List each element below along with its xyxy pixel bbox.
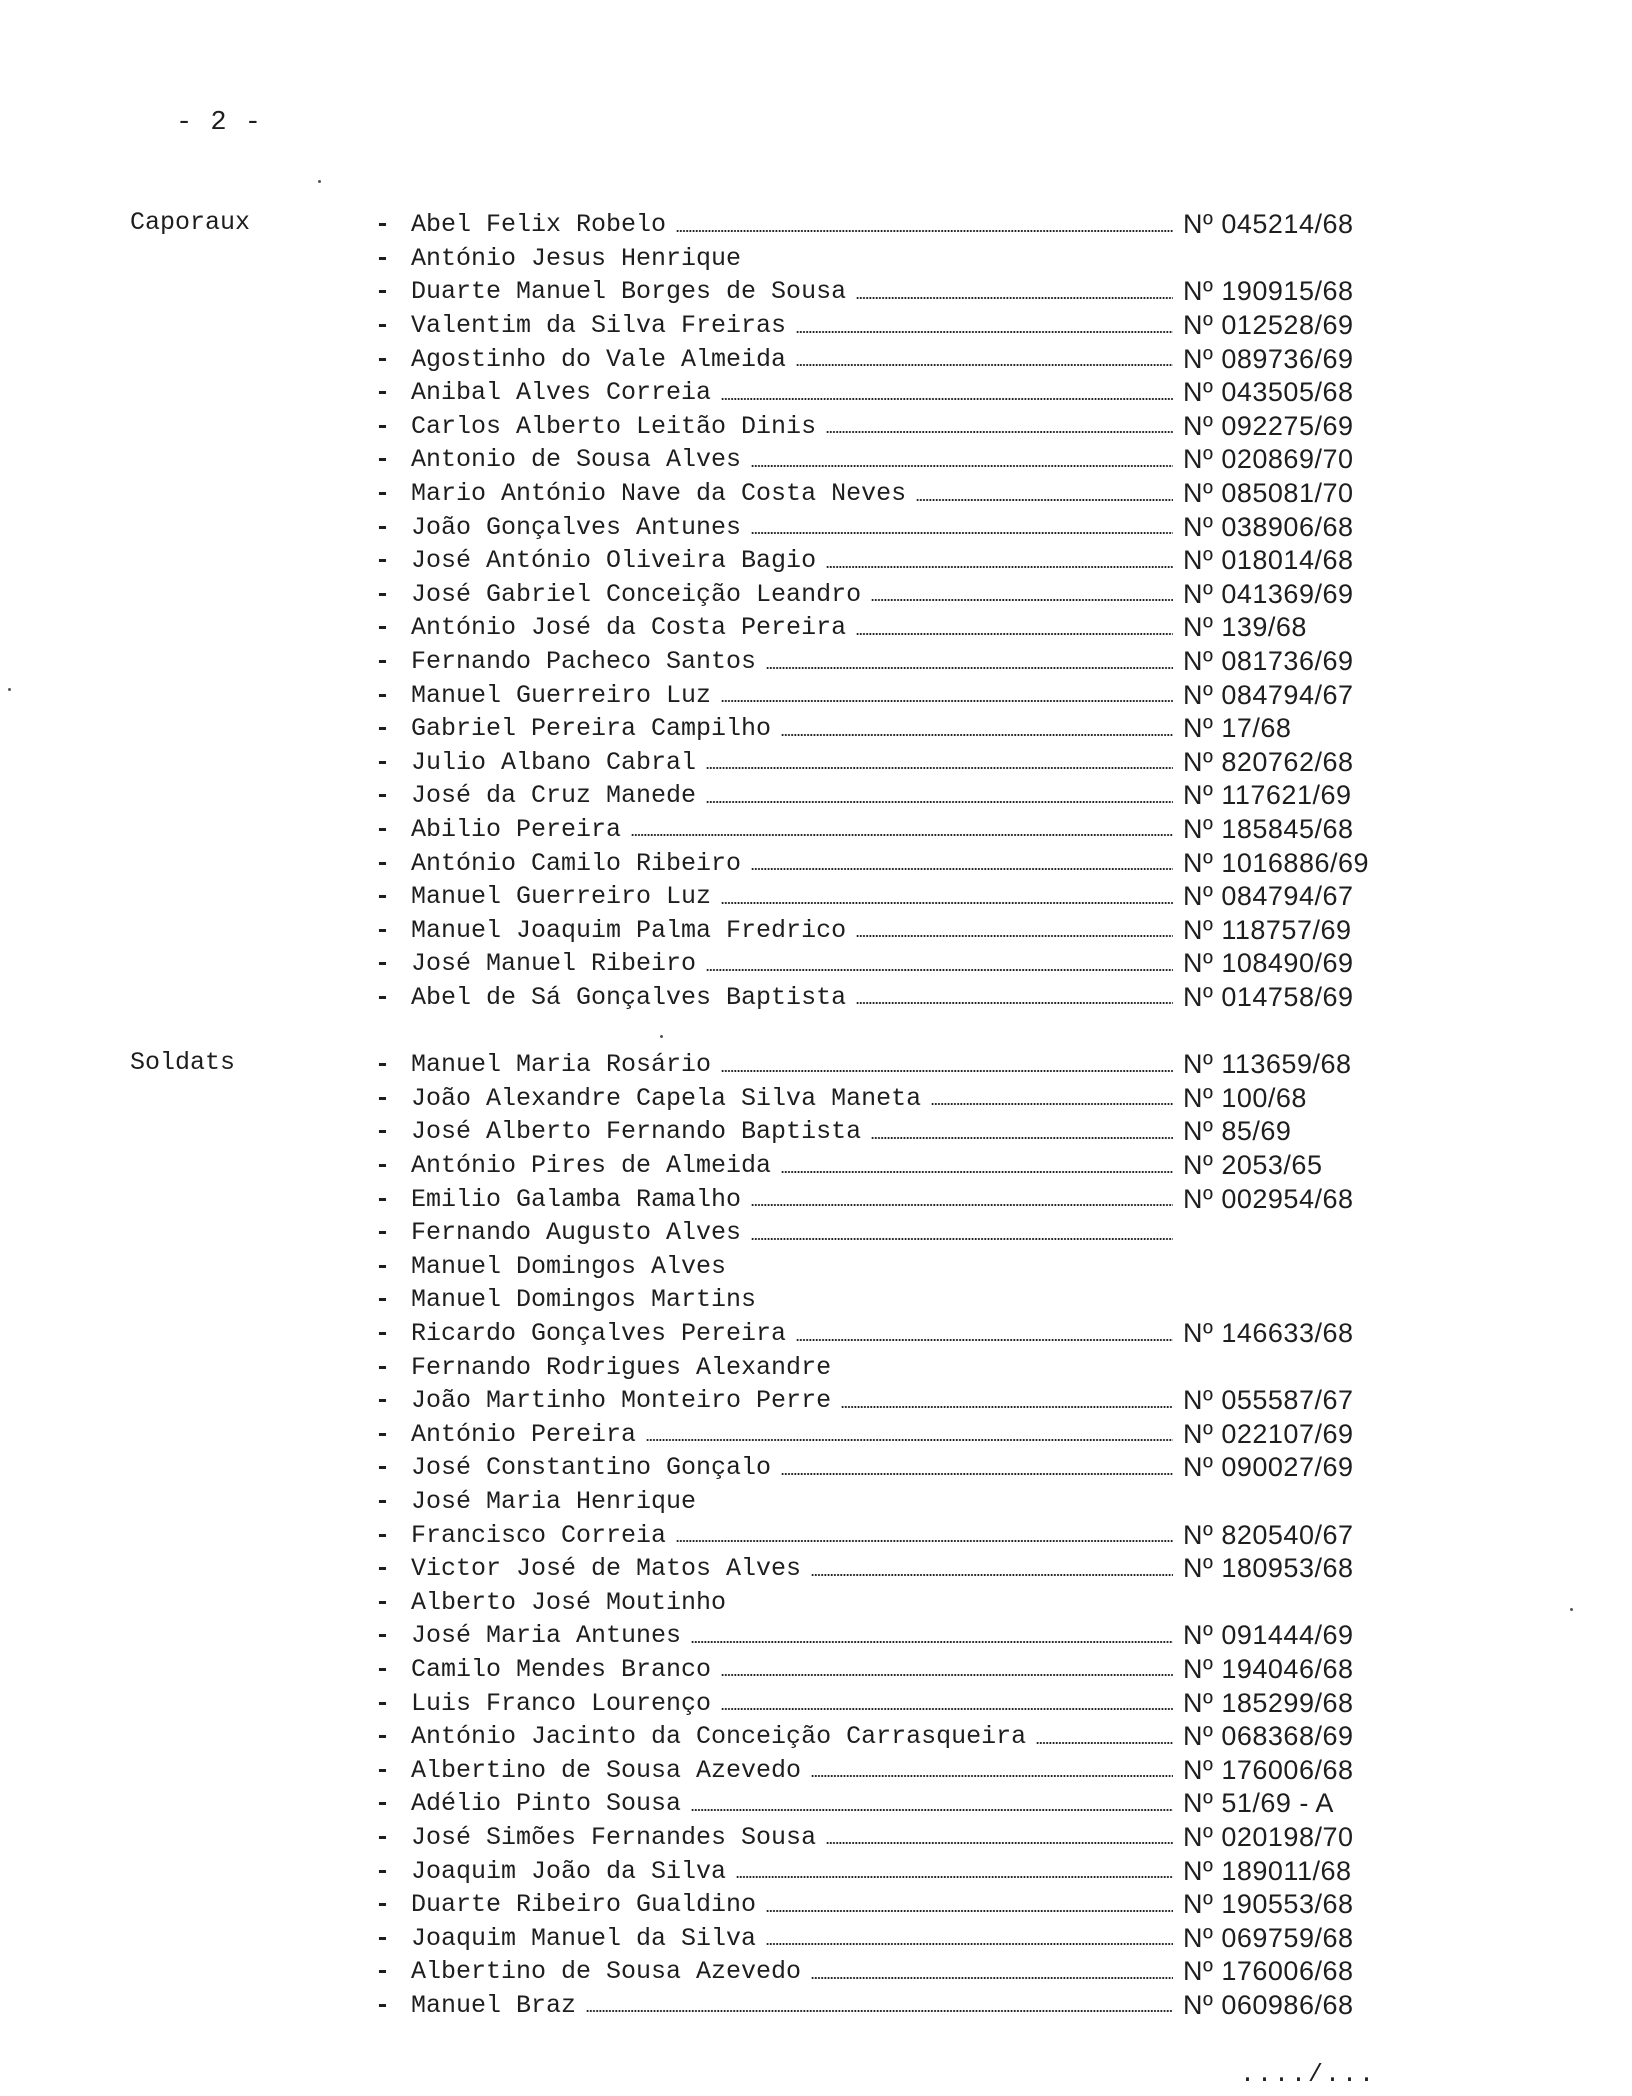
list-dash: - [375, 1621, 391, 1651]
service-number: Nº 020869/70 [1183, 444, 1354, 475]
service-number: Nº 069759/68 [1183, 1922, 1354, 1953]
list-item [375, 645, 1395, 679]
dot-leader [706, 800, 1173, 804]
dot-leader [751, 531, 1173, 535]
service-number: Nº 139/68 [1183, 612, 1307, 643]
person-name: João Martinho Monteiro Perre [411, 1386, 832, 1416]
person-name: Fernando Rodrigues Alexandre [411, 1352, 832, 1382]
dot-leader [721, 1069, 1173, 1073]
list-dash: - [375, 1285, 391, 1315]
list-dash: - [375, 1822, 391, 1852]
person-name: José Simões Fernandes Sousa [411, 1822, 817, 1852]
list-dash: - [375, 1688, 391, 1718]
service-number: Nº 17/68 [1183, 713, 1292, 744]
person-name: António José da Costa Pereira [411, 613, 847, 643]
dot-leader [691, 1640, 1173, 1644]
list-dash: - [375, 378, 391, 408]
list-item [375, 309, 1395, 343]
list-item [375, 981, 1395, 1015]
person-name: Manuel Joaquim Palma Fredrico [411, 915, 847, 945]
list-dash: - [375, 1419, 391, 1449]
service-number: Nº 041369/69 [1183, 578, 1354, 609]
list-item [375, 1451, 1395, 1485]
list-item [375, 712, 1395, 746]
list-item [375, 846, 1395, 880]
list-dash: - [375, 781, 391, 811]
list-item [375, 1048, 1395, 1082]
service-number: Nº 092275/69 [1183, 410, 1354, 441]
service-number: Nº 090027/69 [1183, 1452, 1354, 1483]
dot-leader [931, 1102, 1173, 1106]
list-item [375, 1115, 1395, 1149]
dot-leader [751, 1203, 1173, 1207]
entry-list [375, 208, 1395, 1014]
list-item [375, 1485, 1395, 1519]
service-number: Nº 084794/67 [1183, 881, 1354, 912]
list-dash: - [375, 277, 391, 307]
person-name: Manuel Maria Rosário [411, 1050, 712, 1080]
list-item [375, 544, 1395, 578]
service-number: Nº 100/68 [1183, 1082, 1307, 1113]
person-name: José Alberto Fernando Baptista [411, 1117, 862, 1147]
person-name: José Gabriel Conceição Leandro [411, 579, 862, 609]
dot-leader [646, 1438, 1173, 1442]
person-name: Ricardo Gonçalves Pereira [411, 1319, 787, 1349]
person-name: Manuel Braz [411, 1990, 577, 2020]
person-name: José Maria Antunes [411, 1621, 682, 1651]
service-number: Nº 2053/65 [1183, 1150, 1323, 1181]
entry-list [375, 1048, 1395, 2022]
dot-leader [721, 1707, 1173, 1711]
service-number: Nº 018014/68 [1183, 545, 1354, 576]
list-item [375, 1384, 1395, 1418]
service-number: Nº 85/69 [1183, 1116, 1292, 1147]
person-name: Julio Albano Cabral [411, 747, 697, 777]
person-name: Gabriel Pereira Campilho [411, 714, 772, 744]
service-number: Nº 012528/69 [1183, 310, 1354, 341]
service-number: Nº 176006/68 [1183, 1754, 1354, 1785]
dot-leader [751, 867, 1173, 871]
list-item [375, 1586, 1395, 1620]
list-dash: - [375, 915, 391, 945]
list-dash: - [375, 1083, 391, 1113]
person-name: Abel Felix Robelo [411, 210, 667, 240]
continuation-mark: ..../... [1240, 2060, 1377, 2089]
person-name: António Pires de Almeida [411, 1151, 772, 1181]
person-name: Manuel Domingos Alves [411, 1251, 727, 1281]
list-item [375, 1250, 1395, 1284]
list-dash: - [375, 344, 391, 374]
list-item [375, 1921, 1395, 1955]
list-item [375, 1182, 1395, 1216]
list-dash: - [375, 1923, 391, 1953]
dot-leader [796, 330, 1173, 334]
person-name: Manuel Guerreiro Luz [411, 680, 712, 710]
dot-leader [1036, 1741, 1173, 1745]
service-number: Nº 180953/68 [1183, 1553, 1354, 1584]
scan-speck [1570, 1608, 1573, 1611]
person-name: Camilo Mendes Branco [411, 1654, 712, 1684]
dot-leader [811, 1774, 1173, 1778]
dot-leader [826, 430, 1173, 434]
service-number: Nº 820762/68 [1183, 746, 1354, 777]
list-item [375, 678, 1395, 712]
person-name: Albertino de Sousa Azevedo [411, 1755, 802, 1785]
service-number: Nº 194046/68 [1183, 1653, 1354, 1684]
scan-speck [660, 1035, 663, 1038]
list-dash: - [375, 411, 391, 441]
person-name: Fernando Augusto Alves [411, 1218, 742, 1248]
list-item [375, 880, 1395, 914]
service-number: Nº 084794/67 [1183, 679, 1354, 710]
dot-leader [691, 1808, 1173, 1812]
service-number: Nº 091444/69 [1183, 1620, 1354, 1651]
list-dash: - [375, 882, 391, 912]
person-name: Antonio de Sousa Alves [411, 445, 742, 475]
list-dash: - [375, 613, 391, 643]
service-number: Nº 038906/68 [1183, 511, 1354, 542]
list-item [375, 746, 1395, 780]
dot-leader [751, 464, 1173, 468]
list-dash: - [375, 1990, 391, 2020]
list-dash: - [375, 1587, 391, 1617]
service-number: Nº 043505/68 [1183, 377, 1354, 408]
dot-leader [586, 2009, 1173, 2013]
list-dash: - [375, 1856, 391, 1886]
service-number: Nº 002954/68 [1183, 1183, 1354, 1214]
scan-speck [318, 180, 321, 183]
person-name: Anibal Alves Correia [411, 378, 712, 408]
list-dash: - [375, 512, 391, 542]
list-item [375, 1888, 1395, 1922]
dot-leader [706, 766, 1173, 770]
list-dash: - [375, 747, 391, 777]
list-item [375, 1283, 1395, 1317]
person-name: Abel de Sá Gonçalves Baptista [411, 982, 847, 1012]
list-item [375, 242, 1395, 276]
list-item [375, 779, 1395, 813]
list-dash: - [375, 1554, 391, 1584]
list-item [375, 578, 1395, 612]
person-name: Valentim da Silva Freiras [411, 311, 787, 341]
list-item [375, 1619, 1395, 1653]
dot-leader [751, 1237, 1173, 1241]
person-name: Francisco Correia [411, 1520, 667, 1550]
service-number: Nº 045214/68 [1183, 209, 1354, 240]
list-item [375, 1955, 1395, 1989]
scan-speck [8, 688, 11, 691]
list-item [375, 443, 1395, 477]
dot-leader [856, 934, 1173, 938]
person-name: José Constantino Gonçalo [411, 1453, 772, 1483]
list-item [375, 1989, 1395, 2023]
person-name: Joaquim Manuel da Silva [411, 1923, 757, 1953]
list-dash: - [375, 1319, 391, 1349]
person-name: Manuel Domingos Martins [411, 1285, 757, 1315]
list-item [375, 342, 1395, 376]
list-item [375, 1149, 1395, 1183]
service-number: Nº 117621/69 [1183, 780, 1352, 811]
list-item [375, 1216, 1395, 1250]
person-name: Manuel Guerreiro Luz [411, 882, 712, 912]
service-number: Nº 055587/67 [1183, 1385, 1354, 1416]
list-dash: - [375, 1050, 391, 1080]
list-item [375, 1552, 1395, 1586]
dot-leader [871, 598, 1173, 602]
list-item [375, 1518, 1395, 1552]
list-dash: - [375, 1218, 391, 1248]
list-dash: - [375, 1957, 391, 1987]
service-number: Nº 820540/67 [1183, 1519, 1354, 1550]
list-dash: - [375, 1520, 391, 1550]
person-name: José António Oliveira Bagio [411, 546, 817, 576]
list-dash: - [375, 1117, 391, 1147]
person-name: Duarte Manuel Borges de Sousa [411, 277, 847, 307]
dot-leader [721, 901, 1173, 905]
person-name: Carlos Alberto Leitão Dinis [411, 411, 817, 441]
service-number: Nº 081736/69 [1183, 646, 1354, 677]
list-dash: - [375, 1151, 391, 1181]
list-dash: - [375, 949, 391, 979]
list-dash: - [375, 1789, 391, 1819]
list-item [375, 376, 1395, 410]
dot-leader [826, 1841, 1173, 1845]
dot-leader [856, 1001, 1173, 1005]
dot-leader [736, 1875, 1173, 1879]
list-item [375, 1720, 1395, 1754]
person-name: Fernando Pacheco Santos [411, 647, 757, 677]
service-number: Nº 185845/68 [1183, 813, 1354, 844]
person-name: Abilio Pereira [411, 814, 622, 844]
dot-leader [631, 833, 1173, 837]
person-name: Agostinho do Vale Almeida [411, 344, 787, 374]
service-number: Nº 089736/69 [1183, 343, 1354, 374]
service-number: Nº 1016886/69 [1183, 847, 1370, 878]
person-name: José Manuel Ribeiro [411, 949, 697, 979]
list-dash: - [375, 814, 391, 844]
dot-leader [796, 363, 1173, 367]
list-dash: - [375, 1352, 391, 1382]
list-dash: - [375, 1654, 391, 1684]
service-number: Nº 118757/69 [1183, 914, 1352, 945]
service-number: Nº 085081/70 [1183, 478, 1354, 509]
dot-leader [916, 498, 1173, 502]
dot-leader [826, 565, 1173, 569]
person-name: Joaquim João da Silva [411, 1856, 727, 1886]
dot-leader [856, 632, 1173, 636]
dot-leader [811, 1573, 1173, 1577]
dot-leader [841, 1405, 1173, 1409]
person-name: João Gonçalves Antunes [411, 512, 742, 542]
service-number: Nº 113659/68 [1183, 1049, 1352, 1080]
list-dash: - [375, 982, 391, 1012]
list-item [375, 410, 1395, 444]
dot-leader [766, 1942, 1173, 1946]
service-number: Nº 190553/68 [1183, 1889, 1354, 1920]
list-item [375, 611, 1395, 645]
list-dash: - [375, 1755, 391, 1785]
list-dash: - [375, 546, 391, 576]
dot-leader [721, 699, 1173, 703]
person-name: Victor José de Matos Alves [411, 1554, 802, 1584]
list-dash: - [375, 1251, 391, 1281]
section-label: Soldats [130, 1048, 236, 1077]
person-name: José da Cruz Manede [411, 781, 697, 811]
person-name: João Alexandre Capela Silva Maneta [411, 1083, 922, 1113]
dot-leader [676, 229, 1173, 233]
person-name: Mario António Nave da Costa Neves [411, 479, 907, 509]
section-label: Caporaux [130, 208, 251, 237]
dot-leader [781, 733, 1173, 737]
list-item [375, 1418, 1395, 1452]
person-name: António Pereira [411, 1419, 637, 1449]
service-number: Nº 190915/68 [1183, 276, 1354, 307]
service-number: Nº 108490/69 [1183, 948, 1354, 979]
person-name: Luis Franco Lourenço [411, 1688, 712, 1718]
list-item [375, 947, 1395, 981]
person-name: António Camilo Ribeiro [411, 848, 742, 878]
service-number: Nº 185299/68 [1183, 1687, 1354, 1718]
page-number: - 2 - [176, 108, 263, 138]
list-item [375, 1821, 1395, 1855]
list-dash: - [375, 311, 391, 341]
list-dash: - [375, 479, 391, 509]
service-number: Nº 146633/68 [1183, 1318, 1354, 1349]
list-item [375, 1653, 1395, 1687]
dot-leader [766, 1909, 1173, 1913]
list-dash: - [375, 647, 391, 677]
list-item [375, 208, 1395, 242]
list-item [375, 275, 1395, 309]
dot-leader [871, 1136, 1173, 1140]
person-name: António Jacinto da Conceição Carrasqueira [411, 1722, 1027, 1752]
list-item [375, 477, 1395, 511]
list-item [375, 1753, 1395, 1787]
list-dash: - [375, 1184, 391, 1214]
list-item [375, 1317, 1395, 1351]
service-number: Nº 176006/68 [1183, 1956, 1354, 1987]
list-item [375, 1082, 1395, 1116]
list-dash: - [375, 714, 391, 744]
person-name: Adélio Pinto Sousa [411, 1789, 682, 1819]
person-name: Duarte Ribeiro Gualdino [411, 1890, 757, 1920]
list-dash: - [375, 848, 391, 878]
list-item [375, 1350, 1395, 1384]
dot-leader [766, 666, 1173, 670]
dot-leader [781, 1170, 1173, 1174]
list-dash: - [375, 1487, 391, 1517]
dot-leader [811, 1976, 1173, 1980]
list-dash: - [375, 1890, 391, 1920]
list-item [375, 1854, 1395, 1888]
dot-leader [676, 1539, 1173, 1543]
list-dash: - [375, 1722, 391, 1752]
dot-leader [721, 1673, 1173, 1677]
list-dash: - [375, 210, 391, 240]
service-number: Nº 189011/68 [1183, 1855, 1352, 1886]
service-number: Nº 060986/68 [1183, 1989, 1354, 2020]
list-item [375, 813, 1395, 847]
person-name: José Maria Henrique [411, 1487, 697, 1517]
dot-leader [781, 1472, 1173, 1476]
service-number: Nº 022107/69 [1183, 1418, 1354, 1449]
list-item [375, 1686, 1395, 1720]
dot-leader [796, 1338, 1173, 1342]
dot-leader [706, 968, 1173, 972]
service-number: Nº 014758/69 [1183, 981, 1354, 1012]
dot-leader [856, 296, 1173, 300]
list-dash: - [375, 243, 391, 273]
person-name: Emilio Galamba Ramalho [411, 1184, 742, 1214]
service-number: Nº 068368/69 [1183, 1721, 1354, 1752]
person-name: Alberto José Moutinho [411, 1587, 727, 1617]
list-dash: - [375, 1386, 391, 1416]
list-item [375, 913, 1395, 947]
service-number: Nº 51/69 - A [1183, 1788, 1334, 1819]
list-item [375, 510, 1395, 544]
list-dash: - [375, 1453, 391, 1483]
list-dash: - [375, 445, 391, 475]
list-item [375, 1787, 1395, 1821]
service-number: Nº 020198/70 [1183, 1821, 1354, 1852]
person-name: Albertino de Sousa Azevedo [411, 1957, 802, 1987]
list-dash: - [375, 680, 391, 710]
person-name: António Jesus Henrique [411, 243, 742, 273]
list-dash: - [375, 579, 391, 609]
dot-leader [721, 397, 1173, 401]
